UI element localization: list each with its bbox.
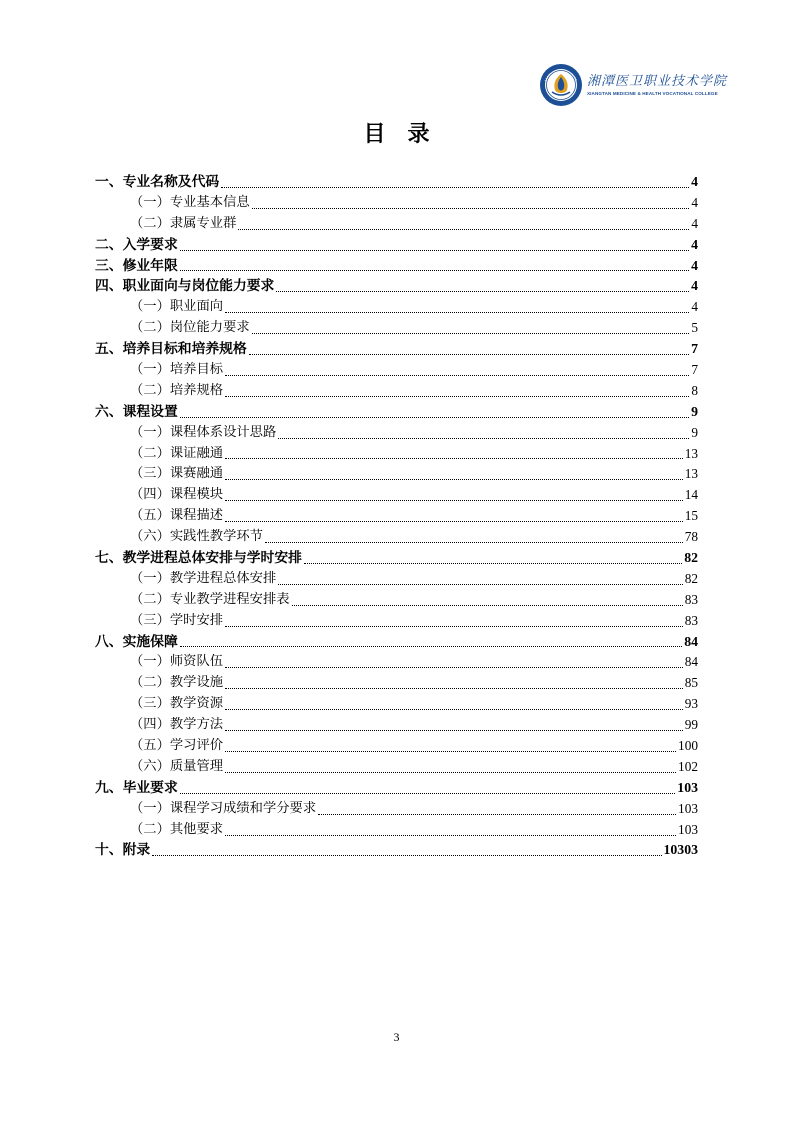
toc-entry-page: 99 [684,717,698,733]
toc-entry-label: 三、修业年限 [95,257,178,274]
toc-entry-page: 8 [691,382,698,398]
toc-dot-leader [249,354,689,355]
toc-entry-label: （三）学时安排 [130,612,224,628]
college-emblem-icon [539,63,583,107]
toc-entry-label: 八、实施保障 [95,633,178,650]
toc-subsection-entry[interactable] [95,736,698,757]
toc-entry-page: 103 [678,821,698,837]
toc-subsection-entry[interactable] [95,444,698,465]
toc-entry-page: 103 [677,779,698,795]
toc-dot-leader [225,396,689,397]
toc-entry-page: 14 [684,487,698,503]
toc-entry-label: （一）课程体系设计思路 [130,424,277,440]
toc-subsection-entry[interactable] [95,569,698,590]
toc-entry-page: 4 [691,278,698,294]
toc-entry-page: 85 [684,675,698,691]
toc-dot-leader [180,793,676,794]
toc-dot-leader [180,417,689,418]
toc-subsection-entry[interactable] [95,381,698,402]
toc-entry-label: 四、职业面向与岗位能力要求 [95,278,275,295]
toc-section-entry[interactable] [95,778,698,799]
toc-dot-leader [225,709,683,710]
toc-dot-leader [225,375,689,376]
toc-entry-page: 4 [691,299,698,315]
toc-entry-page: 93 [684,696,698,712]
toc-entry-label: （一）职业面向 [130,299,224,315]
toc-section-entry[interactable] [95,548,698,569]
toc-dot-leader [225,312,689,313]
toc-entry-label: （一）专业基本信息 [130,194,250,210]
toc-entry-label: （二）课证融通 [130,445,224,461]
toc-entry-label: （六）实践性教学环节 [130,529,263,545]
toc-entry-label: 五、培养目标和培养规格 [95,341,247,358]
toc-subsection-entry[interactable] [95,214,698,235]
toc-subsection-entry[interactable] [95,506,698,527]
toc-section-entry[interactable] [95,276,698,297]
toc-subsection-entry[interactable] [95,611,698,632]
toc-dot-leader [225,730,683,731]
toc-entry-label: 七、教学进程总体安排与学时安排 [95,550,302,567]
toc-subsection-entry[interactable] [95,318,698,339]
page-number: 3 [393,1030,400,1044]
toc-subsection-entry[interactable] [95,799,698,820]
toc-entry-page: 4 [691,236,698,252]
toc-subsection-entry[interactable] [95,694,698,715]
toc-entry-label: （一）教学进程总体安排 [130,570,277,586]
toc-section-entry[interactable] [95,632,698,653]
toc-entry-label: （一）培养目标 [130,362,224,377]
toc-entry-label: 十、附录 [95,842,151,859]
toc-subsection-entry[interactable] [95,485,698,506]
toc-entry-label: 六、课程设置 [95,403,178,420]
toc-entry-label: （四）课程模块 [130,487,224,503]
toc-subsection-entry[interactable] [95,715,698,736]
toc-section-entry[interactable] [95,402,698,423]
toc-dot-leader [252,333,690,334]
toc-entry-page: 15 [684,508,698,524]
toc-subsection-entry[interactable] [95,527,698,548]
toc-dot-leader [318,814,676,815]
toc-entry-page: 83 [684,612,698,628]
toc-entry-label: （二）教学设施 [130,675,224,691]
toc-dot-leader [225,626,683,627]
toc-subsection-entry[interactable] [95,757,698,778]
toc-dot-leader [304,563,682,564]
toc-entry-page: 84 [684,633,698,649]
toc-dot-leader [180,646,682,647]
toc-entry-page: 5 [691,320,698,336]
toc-dot-leader [265,542,683,543]
toc-dot-leader [238,229,689,230]
toc-section-entry[interactable] [95,256,698,277]
toc-section-entry[interactable] [95,235,698,256]
toc-dot-leader [180,250,689,251]
page-title: 目录 [363,122,452,147]
toc-dot-leader [225,521,683,522]
toc-subsection-entry[interactable] [95,193,698,214]
toc-entry-label: （二）专业教学进程安排表 [130,591,290,607]
logo-english-name: XIANGTAN MEDICINE & HEALTH VOCATIONAL COLLEGE [587,90,718,96]
toc-dot-leader [252,208,690,209]
toc-entry-page: 100 [678,738,698,754]
toc-dot-leader [152,855,661,856]
college-logo [539,64,728,106]
toc-subsection-entry[interactable] [95,297,698,318]
toc-dot-leader [225,479,683,480]
toc-entry-label: 九、毕业要求 [95,779,178,796]
toc-section-entry[interactable] [95,841,698,862]
toc-entry-page: 4 [691,173,698,189]
toc-entry-page: 103 [678,800,698,816]
toc-entry-page: 84 [684,654,698,670]
toc-entry-page: 4 [691,257,698,273]
logo-chinese-name: 湘潭医卫职业技术学院 [587,73,728,89]
toc-entry-page: 4 [691,215,698,231]
toc-entry-label: （三）课赛融通 [130,466,224,482]
toc-entry-page: 82 [684,570,698,586]
toc-subsection-entry[interactable] [95,652,698,673]
toc-section-entry[interactable] [95,339,698,360]
toc-dot-leader [225,500,683,501]
table-of-contents [95,172,698,861]
toc-dot-leader [225,667,683,668]
toc-entry-page: 83 [684,591,698,607]
toc-entry-label: （三）教学资源 [130,696,224,712]
toc-entry-label: （六）质量管理 [130,758,224,774]
toc-entry-label: （一）课程学习成绩和学分要求 [130,800,317,816]
toc-entry-label: 一、专业名称及代码 [95,173,220,190]
toc-dot-leader [180,270,689,271]
toc-subsection-entry[interactable] [95,464,698,485]
toc-dot-leader [225,751,676,752]
toc-entry-label: （二）其他要求 [130,821,224,837]
toc-entry-page: 9 [691,403,698,419]
toc-dot-leader [292,605,683,606]
toc-entry-page: 82 [684,550,698,566]
toc-subsection-entry[interactable] [95,360,698,381]
toc-entry-label: （五）课程描述 [130,508,224,524]
toc-entry-page: 7 [691,362,698,377]
toc-entry-label: （二）培养规格 [130,382,224,398]
toc-subsection-entry[interactable] [95,590,698,611]
toc-entry-page: 78 [684,529,698,545]
toc-entry-page: 102 [678,758,698,774]
toc-dot-leader [225,835,676,836]
toc-dot-leader [225,458,683,459]
toc-entry-page: 7 [691,341,698,357]
toc-entry-page: 9 [691,424,698,440]
toc-dot-leader [278,438,689,439]
toc-entry-label: （二）岗位能力要求 [130,320,250,336]
toc-entry-label: （四）教学方法 [130,717,224,733]
toc-entry-label: 二、入学要求 [95,236,178,253]
toc-dot-leader [278,584,682,585]
toc-entry-label: （五）学习评价 [130,738,224,754]
toc-subsection-entry[interactable] [95,423,698,444]
toc-dot-leader [221,187,689,188]
toc-entry-label: （一）师资队伍 [130,654,224,670]
toc-dot-leader [276,291,689,292]
toc-entry-page: 13 [684,445,698,461]
toc-entry-page: 13 [684,466,698,482]
toc-entry-page: 4 [691,194,698,210]
toc-subsection-entry[interactable] [95,820,698,841]
toc-dot-leader [225,688,683,689]
toc-dot-leader [225,772,676,773]
toc-entry-page: 10303 [663,842,698,858]
toc-entry-label: （二）隶属专业群 [130,215,237,231]
toc-section-entry[interactable] [95,172,698,193]
toc-subsection-entry[interactable] [95,673,698,694]
